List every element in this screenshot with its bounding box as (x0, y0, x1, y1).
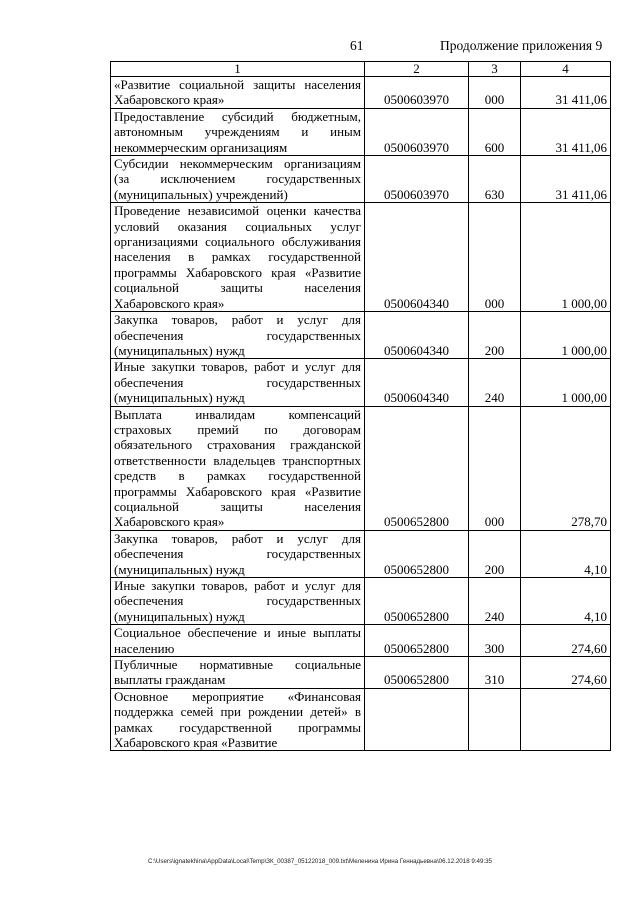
table-row (111, 406, 611, 530)
row-name: Публичные нормативные социальные выплаты гражданам (111, 657, 365, 689)
table-row (111, 312, 611, 359)
row-amount: 4,10 (521, 578, 611, 625)
row-code: 0500652800 (365, 530, 469, 577)
row-name: Основное мероприятие «Финансовая поддержка семей при рождении детей» в рамках государственной программы Хабаровского края «Развитие (111, 688, 365, 751)
row-expense-type: 240 (469, 578, 521, 625)
header-row (111, 62, 611, 77)
row-amount: 1 000,00 (521, 359, 611, 406)
row-code: 0500604340 (365, 359, 469, 406)
row-code: 0500652800 (365, 578, 469, 625)
column-header: 1 (111, 62, 365, 77)
row-name: Субсидии некоммерческим организациям (за исключением государственных (муниципальных) учреждений) (111, 156, 365, 203)
continuation-label: Продолжение приложения 9 (440, 38, 603, 53)
row-name: Закупка товаров, работ и услуг для обеспечения государственных (муниципальных) нужд (111, 530, 365, 577)
row-name: Иные закупки товаров, работ и услуг для обеспечения государственных (муниципальных) нужд (111, 578, 365, 625)
row-code (365, 688, 469, 751)
row-name: «Развитие социальной защиты населения Хабаровского края» (111, 77, 365, 109)
row-code: 0500652800 (365, 625, 469, 657)
column-header: 3 (469, 62, 521, 77)
row-code: 0500652800 (365, 657, 469, 689)
table-row (111, 688, 611, 751)
budget-table (110, 61, 611, 751)
row-amount: 274,60 (521, 657, 611, 689)
row-code: 0500603970 (365, 156, 469, 203)
row-amount: 31 411,06 (521, 156, 611, 203)
row-name: Предоставление субсидий бюджетным, автономным учреждениям и иным некоммерческим организациям (111, 108, 365, 155)
row-code: 0500604340 (365, 203, 469, 312)
row-amount: 274,60 (521, 625, 611, 657)
row-code: 0500604340 (365, 312, 469, 359)
row-expense-type: 200 (469, 530, 521, 577)
table-row (111, 156, 611, 203)
row-name: Социальное обеспечение и иные выплаты населению (111, 625, 365, 657)
row-name: Закупка товаров, работ и услуг для обеспечения государственных (муниципальных) нужд (111, 312, 365, 359)
row-code: 0500652800 (365, 406, 469, 530)
row-expense-type: 000 (469, 77, 521, 109)
page-number: 61 (350, 38, 364, 53)
row-expense-type (469, 688, 521, 751)
column-header: 2 (365, 62, 469, 77)
table-row (111, 359, 611, 406)
file-path-footer: C:\Users\ignatekhina\AppData\Local\Temp\ЗК_00387_05122018_009.txt\Меленина Ирина Геннадьевна\06.12.2018 9:49:35 (147, 858, 492, 865)
row-amount (521, 688, 611, 751)
row-amount: 31 411,06 (521, 77, 611, 109)
table-row (111, 530, 611, 577)
row-amount: 278,70 (521, 406, 611, 530)
row-expense-type: 000 (469, 203, 521, 312)
row-expense-type: 300 (469, 625, 521, 657)
column-header: 4 (521, 62, 611, 77)
row-code: 0500603970 (365, 77, 469, 109)
row-amount: 1 000,00 (521, 203, 611, 312)
row-expense-type: 240 (469, 359, 521, 406)
table-row (111, 203, 611, 312)
row-expense-type: 630 (469, 156, 521, 203)
row-expense-type: 310 (469, 657, 521, 689)
row-amount: 4,10 (521, 530, 611, 577)
row-name: Иные закупки товаров, работ и услуг для обеспечения государственных (муниципальных) нужд (111, 359, 365, 406)
row-name: Проведение независимой оценки качества условий оказания социальных услуг организациями социального обслуживания населения в рамках государственной программы Хабаровского края «Развитие социальной защиты населения Хабаровского края» (111, 203, 365, 312)
table-row (111, 77, 611, 109)
table-row (111, 578, 611, 625)
row-amount: 31 411,06 (521, 108, 611, 155)
row-expense-type: 600 (469, 108, 521, 155)
row-name: Выплата инвалидам компенсаций страховых премий по договорам обязательного страхования гражданской ответственности владельцев транспортных средств в рамках государственной программы Хабаровского края «Развитие социальной защиты населения Хабаровского края» (111, 406, 365, 530)
table-row (111, 657, 611, 689)
row-expense-type: 000 (469, 406, 521, 530)
row-expense-type: 200 (469, 312, 521, 359)
row-amount: 1 000,00 (521, 312, 611, 359)
row-code: 0500603970 (365, 108, 469, 155)
table-row (111, 625, 611, 657)
table-row (111, 108, 611, 155)
